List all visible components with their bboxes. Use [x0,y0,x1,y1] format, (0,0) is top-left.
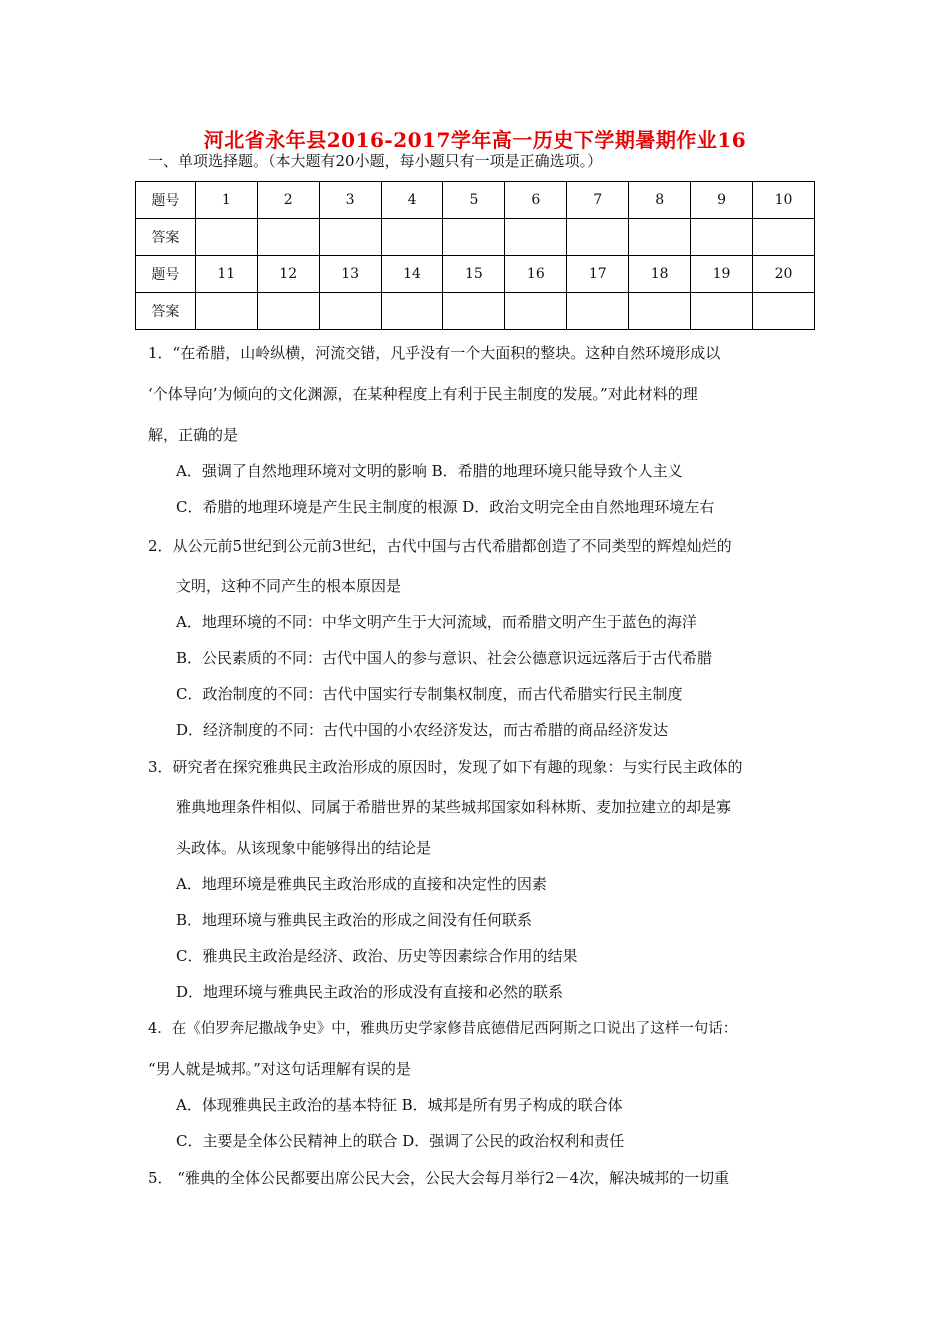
answer-cell[interactable] [505,293,567,330]
answer-cell[interactable] [319,219,381,256]
q1-options-line-1: A．强调了自然地理环境对文明的影响 B．希腊的地理环境只能导致个人主义 [176,462,683,480]
q2-option-d: D．经济制度的不同：古代中国的小农经济发达，而古希腊的商品经济发达 [176,721,669,739]
question-number-cell: 13 [319,256,381,293]
answer-cell[interactable] [195,219,257,256]
question-number-cell: 6 [505,182,567,219]
q2-option-a: A．地理环境的不同：中华文明产生于大河流域，而希腊文明产生于蓝色的海洋 [176,613,697,631]
answer-cell[interactable] [567,293,629,330]
row-label-number: 题号 [136,256,196,293]
q4-stem-line-1: 4．在《伯罗奔尼撒战争史》中，雅典历史学家修昔底德借尼西阿斯之口说出了这样一句话： [148,1021,738,1037]
question-number-cell: 3 [319,182,381,219]
question-number-cell: 19 [691,256,753,293]
question-number-cell: 11 [195,256,257,293]
answer-table [135,181,815,330]
question-number-cell: 1 [195,182,257,219]
answer-cell[interactable] [381,219,443,256]
answer-cell[interactable] [443,293,505,330]
answer-cell[interactable] [629,219,691,256]
question-number-cell: 4 [381,182,443,219]
q1-stem-line-3: 解，正确的是 [148,426,239,444]
q2-option-c: C．政治制度的不同：古代中国实行专制集权制度，而古代希腊实行民主制度 [176,685,683,703]
q3-option-a: A．地理环境是雅典民主政治形成的直接和决定性的因素 [176,875,547,893]
question-number-cell: 9 [691,182,753,219]
q2-option-b: B．公民素质的不同：古代中国人的参与意识、社会公德意识远远落后于古代希腊 [176,649,713,667]
q4-options-line-2: C．主要是全体公民精神上的联合 D．强调了公民的政治权利和责任 [176,1132,625,1150]
answer-cell[interactable] [257,219,319,256]
question-number-cell: 7 [567,182,629,219]
q1-options-line-2: C．希腊的地理环境是产生民主制度的根源 D．政治文明完全由自然地理环境左右 [176,498,715,516]
question-number-cell: 16 [505,256,567,293]
question-number-cell: 14 [381,256,443,293]
answer-cell[interactable] [443,219,505,256]
q1-stem-line-2: ‘个体导向’为倾向的文化渊源，在某种程度上有利于民主制度的发展。”对此材料的理 [148,385,698,403]
answer-cell[interactable] [567,219,629,256]
section-header: 一、单项选择题。（本大题有20小题，每小题只有一项是正确选项。） [148,152,603,170]
question-number-cell: 20 [753,256,815,293]
question-number-cell: 18 [629,256,691,293]
question-number-cell: 8 [629,182,691,219]
answer-cell[interactable] [691,293,753,330]
question-number-cell: 17 [567,256,629,293]
answer-table-number-row-2 [136,256,815,293]
q1-stem-line-1: 1．“在希腊，山岭纵横，河流交错，凡乎没有一个大面积的整块。这种自然环境形成以 [148,344,721,362]
document-title: 河北省永年县2016-2017学年高一历史下学期暑期作业16 [203,128,747,152]
answer-table-number-row-1 [136,182,815,219]
answer-cell[interactable] [319,293,381,330]
question-number-cell: 15 [443,256,505,293]
question-number-cell: 2 [257,182,319,219]
q3-option-c: C．雅典民主政治是经济、政治、历史等因素综合作用的结果 [176,947,578,965]
answer-table-answer-row-1 [136,219,815,256]
answer-cell[interactable] [753,219,815,256]
answer-cell[interactable] [505,219,567,256]
q2-stem-line-1: 2．从公元前5世纪到公元前3世纪，古代中国与古代希腊都创造了不同类型的辉煌灿烂的 [148,537,732,555]
q3-stem-line-2: 雅典地理条件相似、同属于希腊世界的某些城邦国家如科林斯、麦加拉建立的却是寡 [176,798,732,816]
question-number-cell: 10 [753,182,815,219]
row-label-answer: 答案 [136,219,196,256]
answer-cell[interactable] [691,219,753,256]
q3-option-b: B．地理环境与雅典民主政治的形成之间没有任何联系 [176,911,533,929]
q3-stem-line-3: 头政体。从该现象中能够得出的结论是 [176,839,432,857]
row-label-answer: 答案 [136,293,196,330]
answer-cell[interactable] [195,293,257,330]
q4-options-line-1: A．体现雅典民主政治的基本特征 B．城邦是所有男子构成的联合体 [176,1096,623,1114]
question-number-cell: 5 [443,182,505,219]
q2-stem-line-2: 文明，这种不同产生的根本原因是 [176,577,402,595]
q3-option-d: D．地理环境与雅典民主政治的形成没有直接和必然的联系 [176,983,564,1001]
question-number-cell: 12 [257,256,319,293]
q5-stem-line-1: 5． “雅典的全体公民都要出席公民大会，公民大会每月举行2－4次，解决城邦的一切重 [148,1169,730,1187]
answer-table-answer-row-2 [136,293,815,330]
answer-cell[interactable] [629,293,691,330]
answer-cell[interactable] [753,293,815,330]
answer-cell[interactable] [381,293,443,330]
answer-cell[interactable] [257,293,319,330]
q3-stem-line-1: 3．研究者在探究雅典民主政治形成的原因时，发现了如下有趣的现象：与实行民主政体的 [148,758,743,776]
row-label-number: 题号 [136,182,196,219]
q4-stem-line-2: “男人就是城邦。”对这句话理解有误的是 [148,1060,411,1078]
